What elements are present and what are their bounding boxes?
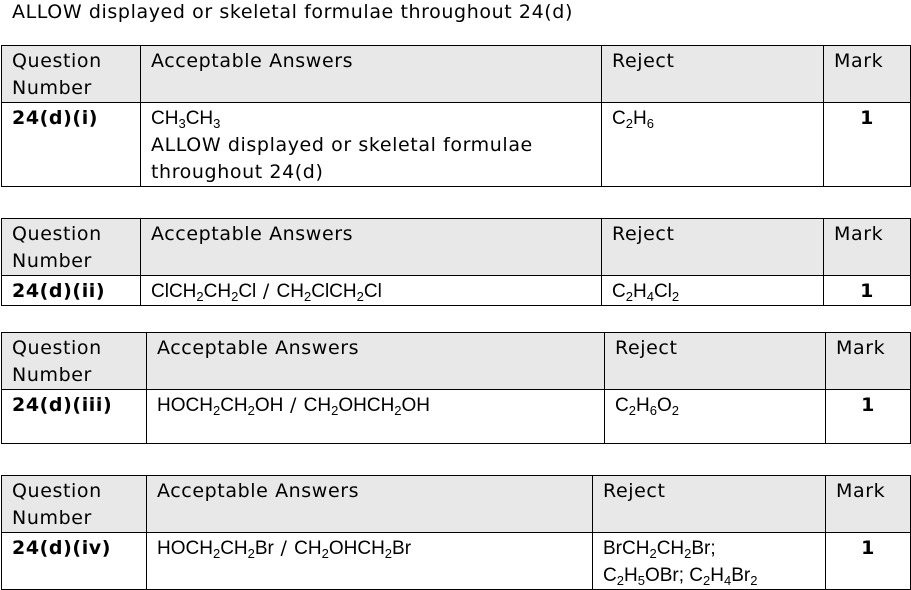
- acceptable-answer: [141, 103, 602, 187]
- markscheme-table-d-iii: [1, 332, 911, 444]
- mark-value: 1: [826, 533, 911, 590]
- acceptable-answers-header: Acceptable Answers: [141, 46, 602, 103]
- question-number-header: Question Number: [2, 46, 141, 103]
- question-number: 24(d)(iii): [2, 390, 147, 444]
- reject-answer: $BrCH_2CH_2Br$; $C_2H_5OBr$; $C_2H_4Br_2$: [593, 533, 826, 590]
- acceptable-answers-header: Acceptable Answers: [147, 333, 605, 390]
- reject-header: Reject: [605, 333, 826, 390]
- table-header-row: [2, 219, 911, 276]
- mark-header: Mark: [824, 219, 911, 276]
- mark-value: 1: [824, 276, 911, 306]
- reject-header: Reject: [602, 219, 824, 276]
- table-row: [2, 276, 911, 306]
- reject-answer: $C_2H_6$: [602, 103, 824, 187]
- question-number-header: Question Number: [2, 219, 141, 276]
- table-header-row: [2, 46, 911, 103]
- reject-answer: $C_2H_6O_2$: [605, 390, 826, 444]
- question-number-header: Question Number: [2, 476, 147, 533]
- question-number: 24(d)(i): [2, 103, 141, 187]
- reject-answer: $C_2H_4Cl_2$: [602, 276, 824, 306]
- question-number: 24(d)(iv): [2, 533, 147, 590]
- table-header-row: [2, 333, 911, 390]
- mark-value: 1: [824, 103, 911, 187]
- question-number-header: Question Number: [2, 333, 147, 390]
- answer-note: throughout 24(d): [151, 161, 324, 183]
- answer-formula: $CH_3CH_3$: [151, 108, 221, 131]
- mark-value: 1: [826, 390, 911, 444]
- intro-note: ALLOW displayed or skeletal formulae throughout 24(d): [12, 1, 573, 23]
- mark-header: Mark: [824, 46, 911, 103]
- table-row: [2, 390, 911, 444]
- table-row: [2, 103, 911, 187]
- question-number: 24(d)(ii): [2, 276, 141, 306]
- table-row: [2, 533, 911, 590]
- table-header-row: [2, 476, 911, 533]
- reject-header: Reject: [593, 476, 826, 533]
- acceptable-answer: $HOCH_2CH_2Br$ / $CH_2OHCH_2Br$: [147, 533, 593, 590]
- acceptable-answer: $HOCH_2CH_2OH$ / $CH_2OHCH_2OH$: [147, 390, 605, 444]
- mark-header: Mark: [826, 333, 911, 390]
- markscheme-table-d-i: [1, 45, 911, 187]
- markscheme-table-d-iv: [1, 475, 911, 590]
- acceptable-answers-header: Acceptable Answers: [147, 476, 593, 533]
- markscheme-table-d-ii: [1, 218, 911, 306]
- acceptable-answers-header: Acceptable Answers: [141, 219, 602, 276]
- mark-header: Mark: [826, 476, 911, 533]
- answer-note: ALLOW displayed or skeletal formulae: [151, 134, 533, 156]
- reject-header: Reject: [602, 46, 824, 103]
- acceptable-answer: $ClCH_2CH_2Cl$ / $CH_2ClCH_2Cl$: [141, 276, 602, 306]
